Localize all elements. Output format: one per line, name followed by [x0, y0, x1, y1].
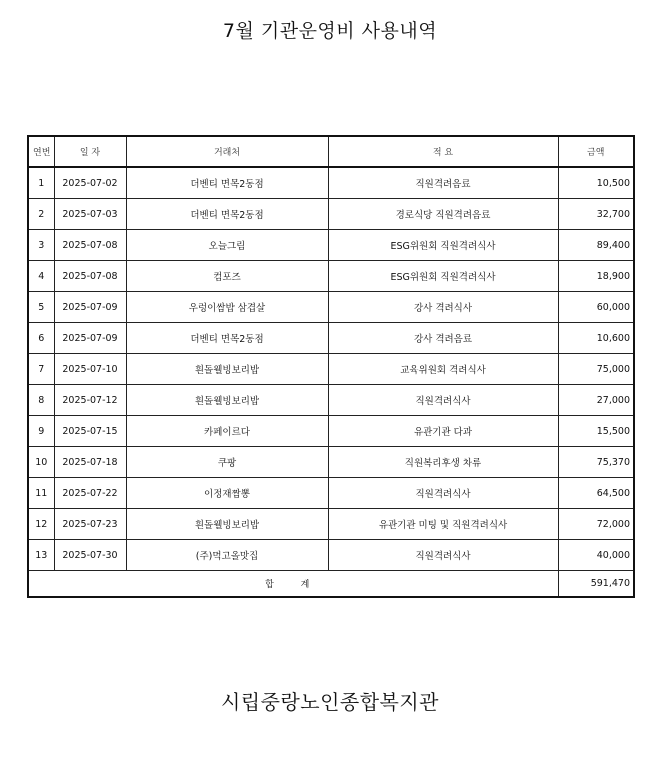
cell-no: 2	[28, 199, 54, 230]
cell-vendor: 더벤티 면목2동점	[126, 167, 328, 199]
cell-description: 유관기관 다과	[328, 416, 558, 447]
cell-amount: 10,500	[558, 167, 634, 199]
cell-amount: 15,500	[558, 416, 634, 447]
cell-vendor: 흰돌웰빙보리밥	[126, 354, 328, 385]
cell-date: 2025-07-09	[54, 323, 126, 354]
cell-vendor: (주)먹고올맛집	[126, 540, 328, 571]
cell-no: 4	[28, 261, 54, 292]
cell-vendor: 더벤티 면목2동점	[126, 199, 328, 230]
cell-no: 8	[28, 385, 54, 416]
cell-description: 직원격려음료	[328, 167, 558, 199]
cell-vendor: 이정재짬뽕	[126, 478, 328, 509]
table-row	[28, 540, 634, 571]
cell-amount: 40,000	[558, 540, 634, 571]
header-description: 적 요	[328, 136, 558, 167]
cell-no: 11	[28, 478, 54, 509]
cell-date: 2025-07-02	[54, 167, 126, 199]
table-row	[28, 292, 634, 323]
table-body	[28, 167, 634, 571]
cell-no: 5	[28, 292, 54, 323]
cell-vendor: 카페이르다	[126, 416, 328, 447]
table-row	[28, 447, 634, 478]
table-row	[28, 385, 634, 416]
total-row	[28, 571, 634, 598]
cell-amount: 64,500	[558, 478, 634, 509]
cell-description: 직원복리후생 차류	[328, 447, 558, 478]
cell-date: 2025-07-22	[54, 478, 126, 509]
cell-vendor: 흰돌웰빙보리밥	[126, 509, 328, 540]
cell-no: 7	[28, 354, 54, 385]
total-amount: 591,470	[558, 571, 634, 598]
cell-date: 2025-07-09	[54, 292, 126, 323]
header-row	[28, 136, 634, 167]
cell-no: 9	[28, 416, 54, 447]
table-footer	[28, 571, 634, 598]
cell-description: 유관기관 미팅 및 직원격려식사	[328, 509, 558, 540]
table-row	[28, 323, 634, 354]
table-row	[28, 230, 634, 261]
cell-description: 교육위원회 격려식사	[328, 354, 558, 385]
cell-vendor: 컴포즈	[126, 261, 328, 292]
cell-amount: 32,700	[558, 199, 634, 230]
cell-date: 2025-07-30	[54, 540, 126, 571]
table-row	[28, 199, 634, 230]
cell-no: 10	[28, 447, 54, 478]
organization-name: 시립중랑노인종합복지관	[220, 690, 440, 714]
cell-no: 12	[28, 509, 54, 540]
header-amount: 금액	[558, 136, 634, 167]
cell-no: 3	[28, 230, 54, 261]
cell-amount: 18,900	[558, 261, 634, 292]
cell-description: 직원격려식사	[328, 540, 558, 571]
cell-date: 2025-07-23	[54, 509, 126, 540]
cell-description: 강사 격려음료	[328, 323, 558, 354]
cell-date: 2025-07-12	[54, 385, 126, 416]
cell-description: ESG위원회 직원격려식사	[328, 230, 558, 261]
cell-date: 2025-07-15	[54, 416, 126, 447]
cell-description: 강사 격려식사	[328, 292, 558, 323]
header-date: 일 자	[54, 136, 126, 167]
expense-table	[27, 135, 635, 598]
cell-amount: 75,000	[558, 354, 634, 385]
cell-vendor: 쿠팡	[126, 447, 328, 478]
cell-description: 직원격려식사	[328, 385, 558, 416]
table-row	[28, 167, 634, 199]
cell-vendor: 오늘그림	[126, 230, 328, 261]
header-vendor: 거래처	[126, 136, 328, 167]
cell-amount: 72,000	[558, 509, 634, 540]
cell-description: 경로식당 직원격려음료	[328, 199, 558, 230]
table-row	[28, 416, 634, 447]
cell-no: 13	[28, 540, 54, 571]
cell-amount: 10,600	[558, 323, 634, 354]
cell-date: 2025-07-10	[54, 354, 126, 385]
cell-vendor: 우렁이쌈밥 삼겹살	[126, 292, 328, 323]
total-label: 합 계	[28, 571, 558, 598]
cell-no: 1	[28, 167, 54, 199]
expense-table-container	[27, 135, 633, 598]
cell-date: 2025-07-08	[54, 261, 126, 292]
cell-vendor: 더벤티 면목2동점	[126, 323, 328, 354]
cell-vendor: 흰돌웰빙보리밥	[126, 385, 328, 416]
cell-date: 2025-07-08	[54, 230, 126, 261]
table-row	[28, 478, 634, 509]
page-title: 7월 기관운영비 사용내역	[222, 20, 438, 42]
table-row	[28, 261, 634, 292]
cell-no: 6	[28, 323, 54, 354]
header-no: 연번	[28, 136, 54, 167]
cell-amount: 75,370	[558, 447, 634, 478]
table-row	[28, 509, 634, 540]
cell-description: 직원격려식사	[328, 478, 558, 509]
cell-date: 2025-07-18	[54, 447, 126, 478]
table-row	[28, 354, 634, 385]
cell-amount: 27,000	[558, 385, 634, 416]
table-header	[28, 136, 634, 167]
cell-description: ESG위원회 직원격려식사	[328, 261, 558, 292]
cell-date: 2025-07-03	[54, 199, 126, 230]
cell-amount: 60,000	[558, 292, 634, 323]
cell-amount: 89,400	[558, 230, 634, 261]
